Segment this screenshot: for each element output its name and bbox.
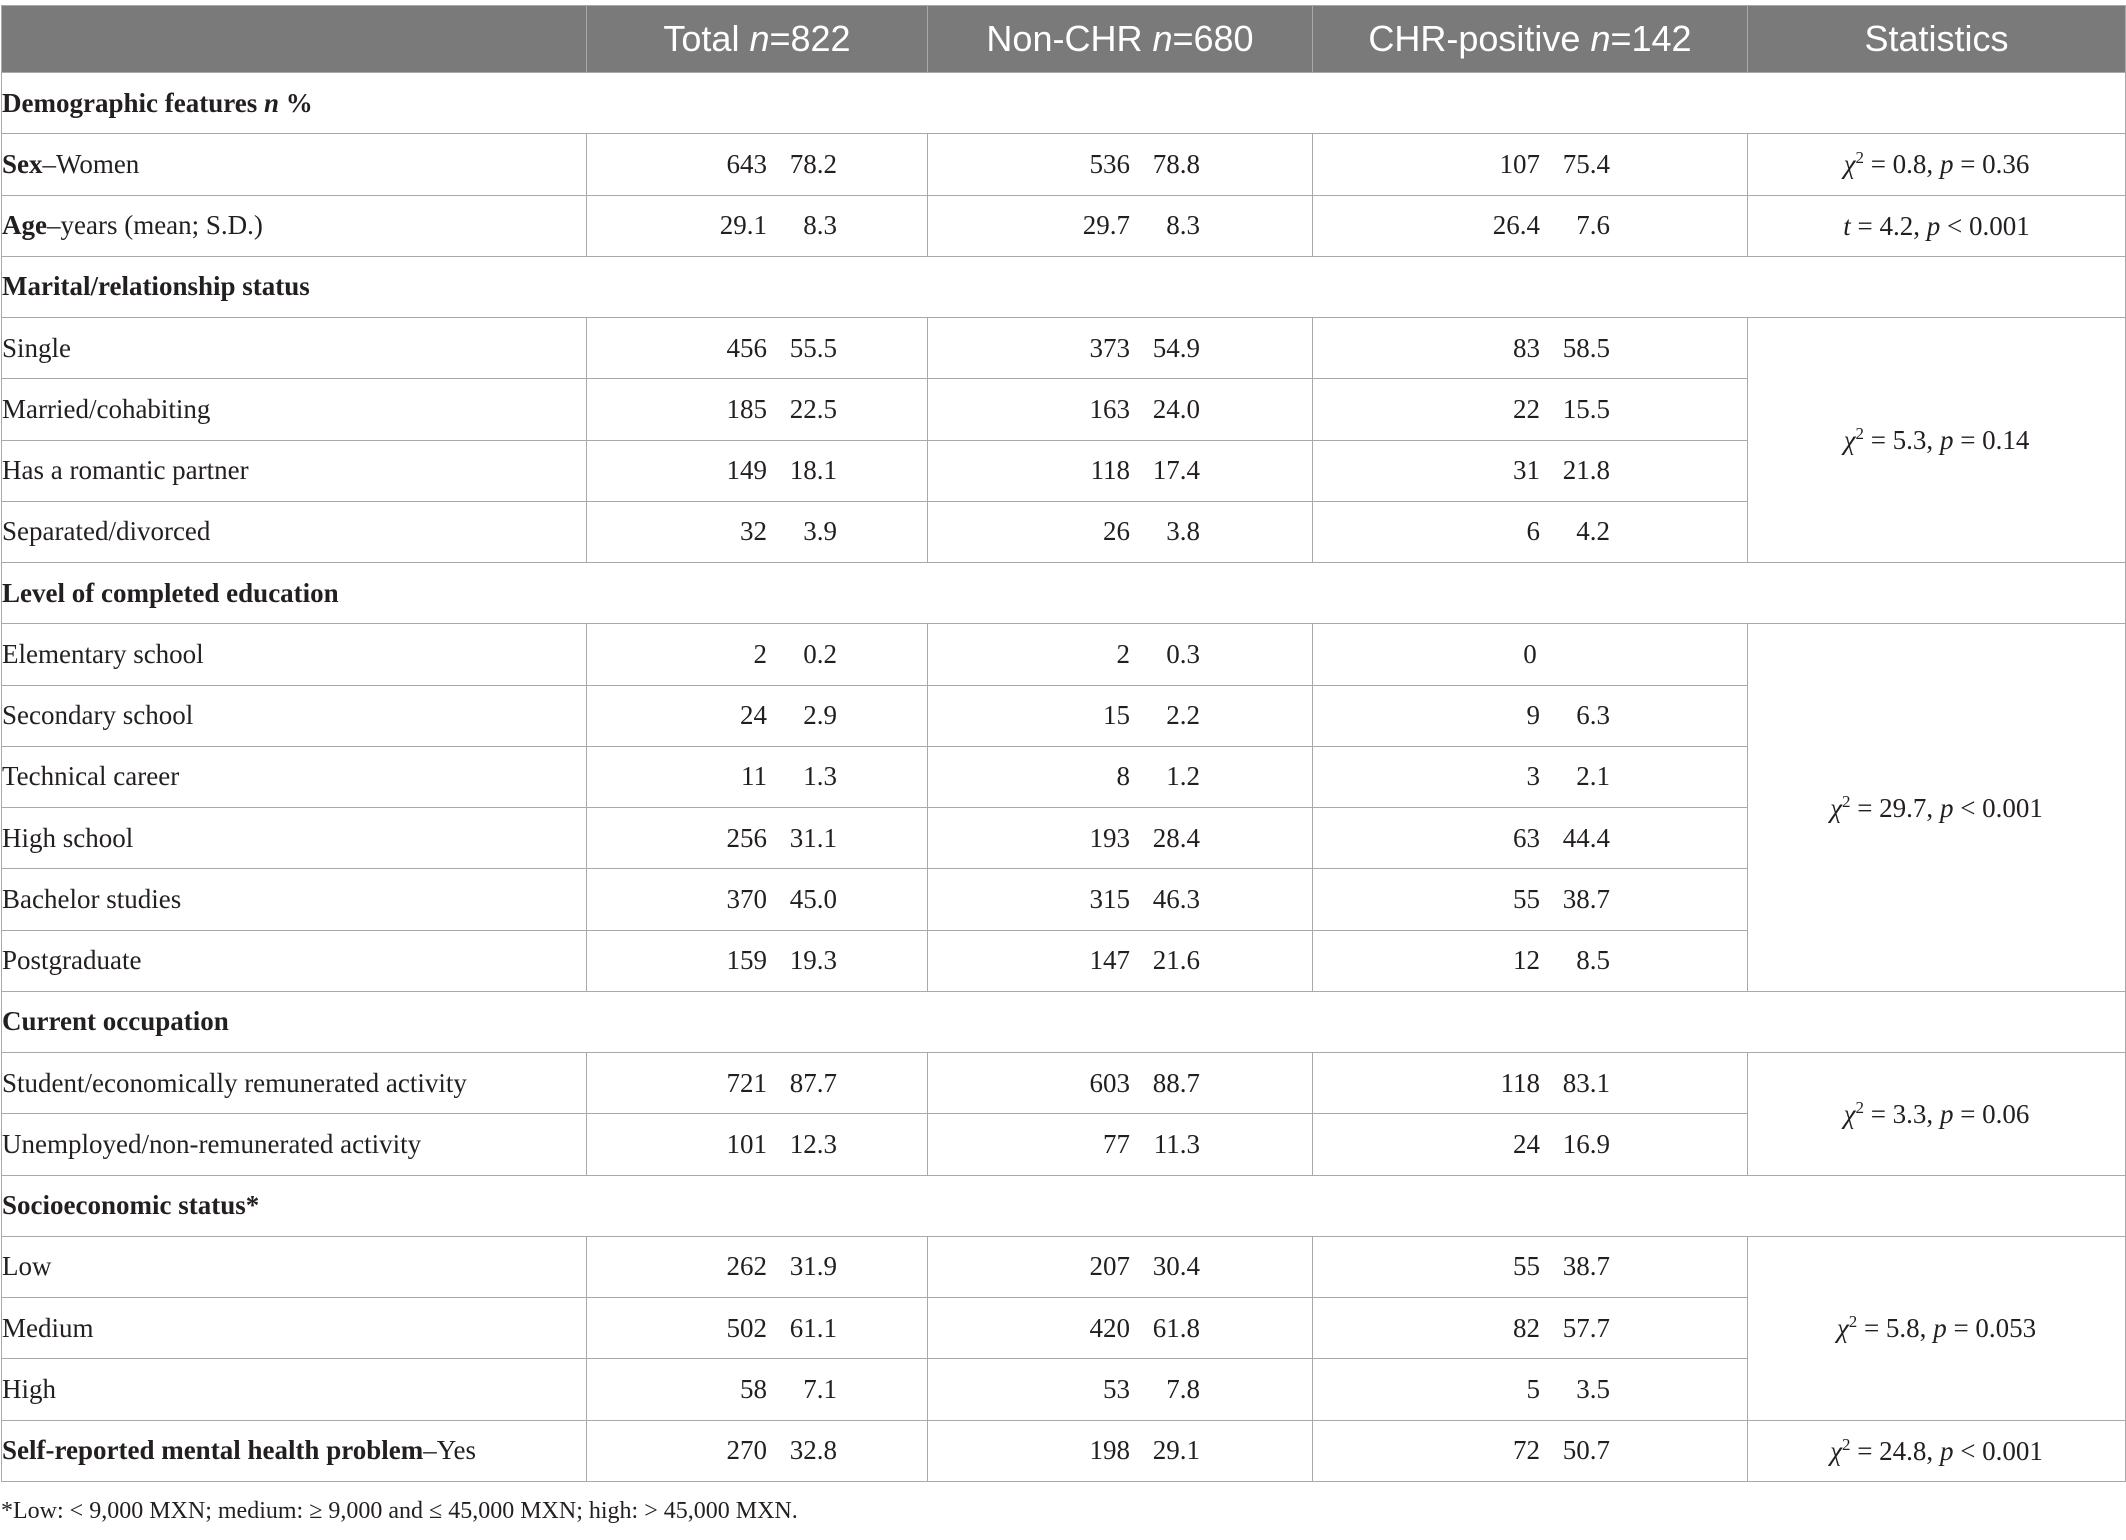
total-cell bbox=[587, 1420, 928, 1481]
non-chr-cell bbox=[928, 440, 1313, 501]
percent-value: 78.8 bbox=[1152, 148, 1200, 179]
total-cell bbox=[587, 1053, 928, 1114]
percent-value: 50.7 bbox=[1562, 1435, 1610, 1466]
p-symbol: p bbox=[1939, 1435, 1954, 1466]
percent-value: 4.2 bbox=[1576, 516, 1610, 547]
count-value: 193 bbox=[1089, 822, 1130, 853]
percent-value: 29.1 bbox=[1152, 1435, 1200, 1466]
count-value: 24 bbox=[740, 700, 767, 731]
count-value: 373 bbox=[1089, 332, 1130, 363]
count-value: 82 bbox=[1513, 1312, 1540, 1343]
count-value: 456 bbox=[726, 332, 767, 363]
p-symbol: p bbox=[1933, 1313, 1947, 1344]
count-value: 5 bbox=[1526, 1373, 1540, 1404]
non-chr-cell bbox=[928, 808, 1313, 869]
percent-value: 45.0 bbox=[789, 883, 837, 914]
total-cell bbox=[587, 930, 928, 991]
row-label: Medium bbox=[2, 1298, 587, 1359]
non-chr-cell bbox=[928, 930, 1313, 991]
count-value: 315 bbox=[1089, 883, 1130, 914]
row-label: Secondary school bbox=[2, 685, 587, 746]
test-symbol: χ bbox=[1843, 149, 1856, 180]
count-value: 147 bbox=[1089, 945, 1130, 976]
percent-value: 8.5 bbox=[1576, 945, 1610, 976]
count-value: 31 bbox=[1513, 455, 1540, 486]
statistics-cell bbox=[1748, 1420, 2126, 1481]
count-value: 83 bbox=[1513, 332, 1540, 363]
statistics-cell bbox=[1748, 1236, 2126, 1420]
p-symbol: p bbox=[1939, 792, 1954, 823]
count-value: 2 bbox=[1116, 638, 1130, 669]
percent-value: 0.3 bbox=[1166, 638, 1200, 669]
total-cell bbox=[587, 379, 928, 440]
row-label: Postgraduate bbox=[2, 930, 587, 991]
chr-positive-cell bbox=[1313, 1298, 1748, 1359]
chr-positive-cell bbox=[1313, 930, 1748, 991]
non-chr-cell bbox=[928, 1420, 1313, 1481]
percent-value: 87.7 bbox=[789, 1067, 837, 1098]
non-chr-cell bbox=[928, 1359, 1313, 1420]
row-label: Technical career bbox=[2, 746, 587, 807]
percent-value: 88.7 bbox=[1152, 1067, 1200, 1098]
test-superscript: 2 bbox=[1855, 424, 1864, 443]
percent-value: 8.3 bbox=[803, 210, 837, 241]
p-value: < 0.001 bbox=[1940, 210, 2030, 241]
p-symbol: p bbox=[1939, 425, 1954, 455]
count-value: 149 bbox=[726, 455, 767, 486]
percent-value: 38.7 bbox=[1562, 883, 1610, 914]
percent-value: 1.3 bbox=[803, 761, 837, 792]
row-label: High school bbox=[2, 808, 587, 869]
percent-value: 6.3 bbox=[1576, 700, 1610, 731]
table-row bbox=[2, 624, 2126, 685]
total-cell bbox=[587, 1236, 928, 1297]
non-chr-cell bbox=[928, 869, 1313, 930]
count-value: 9 bbox=[1526, 700, 1540, 731]
percent-value: 30.4 bbox=[1152, 1251, 1200, 1282]
percent-value: 22.5 bbox=[789, 393, 837, 424]
test-superscript: 2 bbox=[1841, 791, 1851, 811]
percent-value: 46.3 bbox=[1152, 883, 1200, 914]
total-cell bbox=[587, 134, 928, 195]
test-superscript: 2 bbox=[1855, 148, 1864, 168]
count-value: 72 bbox=[1513, 1435, 1540, 1466]
table-row bbox=[2, 1420, 2126, 1481]
percent-value: 32.8 bbox=[789, 1435, 837, 1466]
chr-positive-cell bbox=[1313, 869, 1748, 930]
chr-positive-cell bbox=[1313, 1236, 1748, 1297]
non-chr-cell bbox=[928, 1114, 1313, 1175]
total-cell bbox=[587, 1114, 928, 1175]
count-value: 101 bbox=[726, 1128, 767, 1159]
total-cell bbox=[587, 808, 928, 869]
table-row bbox=[2, 134, 2126, 195]
total-cell bbox=[587, 685, 928, 746]
section-row-education bbox=[2, 563, 2126, 624]
count-value: 55 bbox=[1513, 1251, 1540, 1282]
total-cell bbox=[587, 1359, 928, 1420]
statistics-cell bbox=[1748, 624, 2126, 992]
total-cell bbox=[587, 624, 928, 685]
p-symbol: p bbox=[1926, 210, 1941, 241]
total-cell bbox=[587, 869, 928, 930]
header-statistics: Statistics bbox=[1748, 6, 2126, 73]
count-value: 26 bbox=[1103, 516, 1130, 547]
header-total: Total n=822 bbox=[587, 6, 928, 73]
percent-value: 75.4 bbox=[1562, 148, 1610, 179]
percent-value: 12.3 bbox=[789, 1128, 837, 1159]
count-value: 163 bbox=[1089, 393, 1130, 424]
test-superscript: 2 bbox=[1855, 1097, 1864, 1117]
test-value: = 5.8, bbox=[1857, 1313, 1934, 1344]
chr-positive-cell bbox=[1313, 195, 1748, 256]
table-row bbox=[2, 318, 2126, 379]
percent-value: 7.1 bbox=[803, 1373, 837, 1404]
percent-value: 15.5 bbox=[1562, 393, 1610, 424]
count-value: 603 bbox=[1089, 1067, 1130, 1098]
count-value: 29.7 bbox=[1082, 210, 1130, 241]
chr-positive-cell bbox=[1313, 440, 1748, 501]
non-chr-cell bbox=[928, 1236, 1313, 1297]
count-value: 0 bbox=[1523, 638, 1537, 669]
percent-value: 38.7 bbox=[1562, 1251, 1610, 1282]
percent-value: 61.8 bbox=[1152, 1312, 1200, 1343]
section-row-demographic bbox=[2, 73, 2126, 134]
statistics-cell bbox=[1748, 195, 2126, 256]
percent-value: 2.9 bbox=[803, 700, 837, 731]
row-label: Low bbox=[2, 1236, 587, 1297]
test-value: = 3.3, bbox=[1863, 1098, 1940, 1129]
count-value: 26.4 bbox=[1492, 210, 1540, 241]
chr-positive-cell bbox=[1313, 1114, 1748, 1175]
percent-value: 8.3 bbox=[1166, 210, 1200, 241]
percent-value: 2.1 bbox=[1576, 761, 1610, 792]
section-row-occupation bbox=[2, 991, 2126, 1052]
count-value: 256 bbox=[726, 822, 767, 853]
total-cell bbox=[587, 195, 928, 256]
count-value: 15 bbox=[1103, 700, 1130, 731]
count-value: 63 bbox=[1513, 822, 1540, 853]
p-value: < 0.001 bbox=[1953, 792, 2043, 823]
count-value: 6 bbox=[1526, 516, 1540, 547]
p-value: = 0.06 bbox=[1953, 1098, 2030, 1129]
non-chr-cell bbox=[928, 1298, 1313, 1359]
chr-positive-cell bbox=[1313, 1420, 1748, 1481]
chr-positive-cell bbox=[1313, 1359, 1748, 1420]
percent-value: 57.7 bbox=[1562, 1312, 1610, 1343]
row-label: Elementary school bbox=[2, 624, 587, 685]
row-label: Separated/divorced bbox=[2, 501, 587, 562]
non-chr-cell bbox=[928, 746, 1313, 807]
statistics-cell bbox=[1748, 134, 2126, 195]
count-value: 2 bbox=[753, 638, 767, 669]
count-value: 185 bbox=[726, 393, 767, 424]
test-symbol: χ bbox=[1836, 1313, 1849, 1344]
percent-value: 0.2 bbox=[803, 638, 837, 669]
table-row bbox=[2, 195, 2126, 256]
non-chr-cell bbox=[928, 685, 1313, 746]
count-value: 12 bbox=[1513, 945, 1540, 976]
test-value: = 5.3, bbox=[1863, 425, 1940, 455]
count-value: 159 bbox=[726, 945, 767, 976]
section-title: Marital/relationship status bbox=[2, 256, 2126, 317]
percent-value: 1.2 bbox=[1166, 761, 1200, 792]
row-label: Sex–Women bbox=[2, 134, 587, 195]
non-chr-cell bbox=[928, 379, 1313, 440]
percent-value: 3.8 bbox=[1166, 516, 1200, 547]
count-value: 207 bbox=[1089, 1251, 1130, 1282]
row-label: Married/cohabiting bbox=[2, 379, 587, 440]
count-value: 118 bbox=[1090, 455, 1130, 486]
count-value: 370 bbox=[726, 883, 767, 914]
test-symbol: t bbox=[1843, 210, 1851, 241]
count-value: 270 bbox=[726, 1435, 767, 1466]
table-footnote: *Low: < 9,000 MXN; medium: ≥ 9,000 and ≤ 45,000 MXN; high: > 45,000 MXN. bbox=[1, 1498, 798, 1524]
count-value: 32 bbox=[740, 516, 767, 547]
row-label: Has a romantic partner bbox=[2, 440, 587, 501]
total-cell bbox=[587, 501, 928, 562]
p-value: < 0.001 bbox=[1953, 1435, 2043, 1466]
percent-value: 28.4 bbox=[1152, 822, 1200, 853]
header-variable bbox=[2, 6, 587, 73]
p-symbol: p bbox=[1939, 1098, 1954, 1129]
chr-positive-cell bbox=[1313, 624, 1748, 685]
row-label: Unemployed/non-remunerated activity bbox=[2, 1114, 587, 1175]
test-value: = 29.7, bbox=[1850, 792, 1940, 823]
count-value: 55 bbox=[1513, 883, 1540, 914]
percent-value: 19.3 bbox=[789, 945, 837, 976]
test-value: = 4.2, bbox=[1850, 210, 1927, 241]
header-chr-positive: CHR-positive n=142 bbox=[1313, 6, 1748, 73]
count-value: 118 bbox=[1500, 1067, 1540, 1098]
row-label: Student/economically remunerated activity bbox=[2, 1053, 587, 1114]
count-value: 22 bbox=[1513, 393, 1540, 424]
count-value: 502 bbox=[726, 1312, 767, 1343]
table-row bbox=[2, 1053, 2126, 1114]
test-symbol: χ bbox=[1843, 425, 1856, 455]
percent-value: 31.9 bbox=[789, 1251, 837, 1282]
total-cell bbox=[587, 318, 928, 379]
percent-value: 17.4 bbox=[1152, 455, 1200, 486]
statistics-cell bbox=[1748, 318, 2126, 563]
section-title: Current occupation bbox=[2, 991, 2126, 1052]
row-label: Single bbox=[2, 318, 587, 379]
count-value: 8 bbox=[1116, 761, 1130, 792]
count-value: 536 bbox=[1089, 148, 1130, 179]
percent-value: 55.5 bbox=[789, 332, 837, 363]
total-cell bbox=[587, 746, 928, 807]
p-value: = 0.14 bbox=[1953, 425, 2030, 455]
count-value: 107 bbox=[1499, 148, 1540, 179]
count-value: 77 bbox=[1103, 1128, 1130, 1159]
demographics-table bbox=[1, 5, 2126, 1482]
percent-value: 16.9 bbox=[1562, 1128, 1610, 1159]
non-chr-cell bbox=[928, 501, 1313, 562]
p-symbol: p bbox=[1939, 149, 1954, 180]
percent-value: 83.1 bbox=[1562, 1067, 1610, 1098]
count-value: 420 bbox=[1089, 1312, 1130, 1343]
chr-positive-cell bbox=[1313, 685, 1748, 746]
percent-value: 78.2 bbox=[789, 148, 837, 179]
p-value: = 0.36 bbox=[1953, 149, 2030, 180]
chr-positive-cell bbox=[1313, 808, 1748, 869]
count-value: 58 bbox=[740, 1373, 767, 1404]
chr-positive-cell bbox=[1313, 379, 1748, 440]
total-cell bbox=[587, 440, 928, 501]
table-header-row bbox=[2, 6, 2126, 73]
percent-value: 24.0 bbox=[1152, 393, 1200, 424]
chr-positive-cell bbox=[1313, 134, 1748, 195]
statistics-cell bbox=[1748, 1053, 2126, 1176]
count-value: 3 bbox=[1526, 761, 1540, 792]
test-superscript: 2 bbox=[1841, 1434, 1851, 1454]
non-chr-cell bbox=[928, 318, 1313, 379]
count-value: 643 bbox=[726, 148, 767, 179]
non-chr-cell bbox=[928, 624, 1313, 685]
section-title: Level of completed education bbox=[2, 563, 2126, 624]
count-value: 29.1 bbox=[719, 210, 767, 241]
test-symbol: χ bbox=[1830, 792, 1842, 823]
total-cell bbox=[587, 1298, 928, 1359]
percent-value: 44.4 bbox=[1562, 822, 1610, 853]
row-label: Self-reported mental health problem–Yes bbox=[2, 1420, 587, 1481]
test-symbol: χ bbox=[1843, 1098, 1856, 1129]
percent-value: 3.5 bbox=[1576, 1373, 1610, 1404]
percent-value: 31.1 bbox=[789, 822, 837, 853]
section-row-ses bbox=[2, 1175, 2126, 1236]
non-chr-cell bbox=[928, 1053, 1313, 1114]
chr-positive-cell bbox=[1313, 318, 1748, 379]
percent-value: 7.6 bbox=[1576, 210, 1610, 241]
test-value: = 0.8, bbox=[1863, 149, 1940, 180]
row-label: High bbox=[2, 1359, 587, 1420]
percent-value: 2.2 bbox=[1166, 700, 1200, 731]
non-chr-cell bbox=[928, 134, 1313, 195]
percent-value: 61.1 bbox=[789, 1312, 837, 1343]
count-value: 11 bbox=[741, 761, 767, 792]
row-label: Age–years (mean; S.D.) bbox=[2, 195, 587, 256]
row-label: Bachelor studies bbox=[2, 869, 587, 930]
section-title: Demographic features n % bbox=[2, 73, 2126, 134]
chr-positive-cell bbox=[1313, 746, 1748, 807]
count-value: 24 bbox=[1513, 1128, 1540, 1159]
percent-value: 18.1 bbox=[789, 455, 837, 486]
percent-value: 7.8 bbox=[1166, 1373, 1200, 1404]
percent-value: 58.5 bbox=[1562, 332, 1610, 363]
test-value: = 24.8, bbox=[1850, 1435, 1940, 1466]
table-row bbox=[2, 1236, 2126, 1297]
count-value: 721 bbox=[726, 1067, 767, 1098]
section-row-marital bbox=[2, 256, 2126, 317]
header-non-chr: Non-CHR n=680 bbox=[928, 6, 1313, 73]
count-value: 53 bbox=[1103, 1373, 1130, 1404]
test-superscript: 2 bbox=[1848, 1312, 1858, 1332]
percent-value: 21.8 bbox=[1562, 455, 1610, 486]
p-value: = 0.053 bbox=[1946, 1313, 2037, 1344]
percent-value: 3.9 bbox=[803, 516, 837, 547]
count-value: 198 bbox=[1089, 1435, 1130, 1466]
test-symbol: χ bbox=[1830, 1435, 1842, 1466]
chr-positive-cell bbox=[1313, 501, 1748, 562]
percent-value: 21.6 bbox=[1152, 945, 1200, 976]
percent-value: 11.3 bbox=[1153, 1128, 1200, 1159]
chr-positive-cell bbox=[1313, 1053, 1748, 1114]
non-chr-cell bbox=[928, 195, 1313, 256]
percent-value: 54.9 bbox=[1152, 332, 1200, 363]
count-value: 262 bbox=[726, 1251, 767, 1282]
section-title: Socioeconomic status* bbox=[2, 1175, 2126, 1236]
